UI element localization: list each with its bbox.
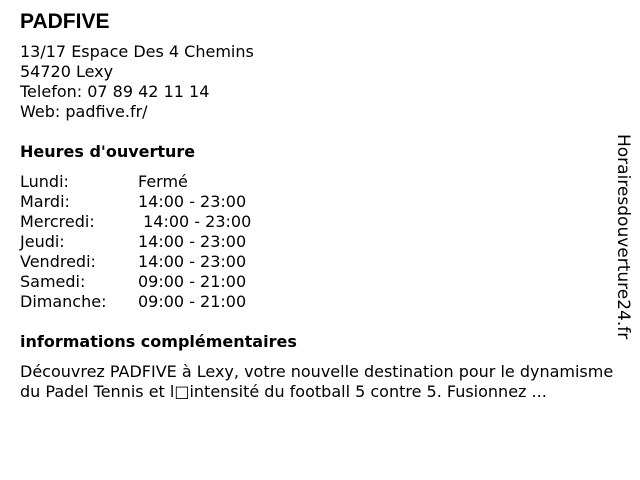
hours-row-sunday — [20, 292, 616, 312]
address-city: 54720 Lexy — [20, 62, 114, 81]
hours-table — [20, 172, 616, 312]
day-hours: 14:00 - 23:00 — [138, 252, 247, 271]
address-street: 13/17 Espace Des 4 Chemins — [20, 42, 254, 61]
phone-number: Telefon: 07 89 42 11 14 — [20, 82, 210, 101]
hours-heading: Heures d'ouverture — [20, 142, 196, 161]
hours-row-thursday — [20, 232, 616, 252]
website-link: Web: padfive.fr/ — [20, 102, 148, 121]
hours-row-saturday — [20, 272, 616, 292]
day-label: Jeudi: — [20, 232, 65, 251]
day-hours: 14:00 - 23:00 — [138, 212, 252, 231]
day-label: Mercredi: — [20, 212, 95, 231]
business-card — [20, 8, 616, 402]
day-label: Mardi: — [20, 192, 70, 211]
info-heading: informations complémentaires — [20, 332, 297, 351]
day-hours: 09:00 - 21:00 — [138, 272, 247, 291]
hours-row-tuesday — [20, 192, 616, 212]
business-name: PADFIVE — [20, 10, 110, 33]
watermark-text: Horairesdouverture24.fr — [613, 134, 633, 340]
day-label: Lundi: — [20, 172, 69, 191]
day-hours: 14:00 - 23:00 — [138, 232, 247, 251]
day-hours: Fermé — [138, 172, 188, 191]
watermark-vertical — [612, 134, 634, 346]
day-hours: 09:00 - 21:00 — [138, 292, 247, 311]
info-description: Découvrez PADFIVE à Lexy, votre nouvelle destination pour le dynamisme du Padel Tennis et l□intensité du football 5 contre 5. Fusionnez ... — [20, 362, 614, 401]
day-label: Vendredi: — [20, 252, 96, 271]
hours-row-monday — [20, 172, 616, 192]
day-label: Samedi: — [20, 272, 86, 291]
day-hours: 14:00 - 23:00 — [138, 192, 247, 211]
hours-row-friday — [20, 252, 616, 272]
address-block — [20, 42, 616, 122]
hours-row-wednesday — [20, 212, 616, 232]
day-label: Dimanche: — [20, 292, 107, 311]
